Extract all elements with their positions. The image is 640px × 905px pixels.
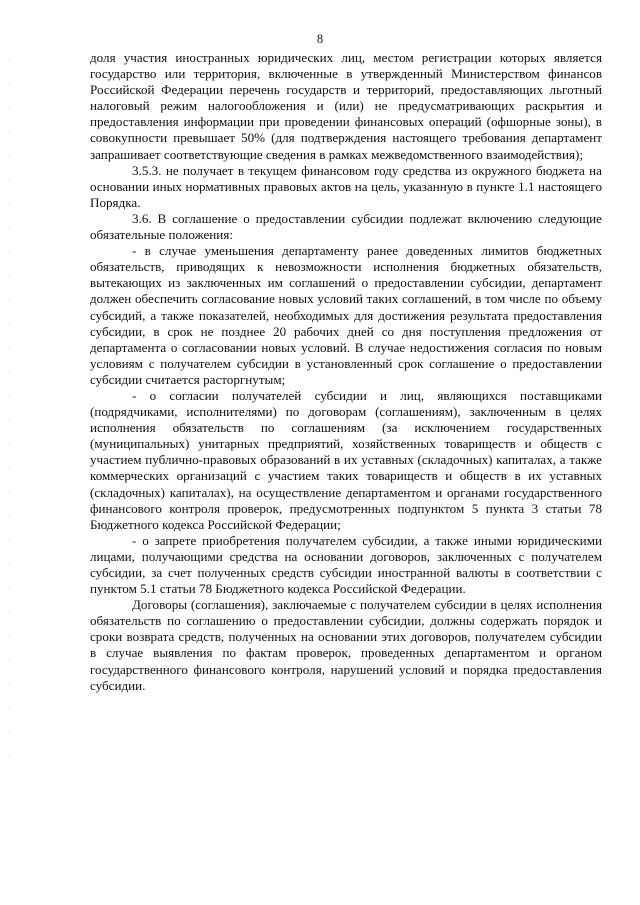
paragraph-consent: - о согласии получателей субсидии и лиц, являющихся поставщиками (подрядчиками, исполнителями) по договорам (соглашениям), заключенным в целях исполнения обязательств по соглашениям (за исключением государственных (муниципальных) унитарных предприятий, хозяйственных товариществ и обществ с участием публично-правовых образований в их уставных (складочных) капиталах, а также коммерческих организаций с участием таких товариществ и обществ в их уставных (складочных) капиталах), на осуществление департаментом и органами государственного финансового контроля проверок, предусмотренных подпунктом 5 пункта 3 статьи 78 Бюджетного кодекса Российской Федерации; xyxy=(90,387,602,532)
paragraph-offshore: доля участия иностранных юридических лиц, местом регистрации которых является государство или территория, включенные в утвержденный Министерством финансов Российской Федерации перечень государств и территорий, предоставляющих льготный налоговый режим налогообложения и (или) не предусматривающих раскрытия и предоставления информации при проведении финансовых операций (офшорные зоны), в совокупности превышает 50% (для подтверждения настоящего требования департамент запрашивает соответствующие сведения в рамках межведомственного взаимодействия); xyxy=(90,50,602,162)
paragraph-limits: - в случае уменьшения департаменту ранее доведенных лимитов бюджетных обязательств, приводящих к невозможности исполнения бюджетных обязательств, вытекающих из заключенных им соглашений о предоставлении субсидии, департамент должен обеспечить согласование новых условий таких соглашений, в том числе по объему субсидий, а также показателей, необходимых для достижения результата предоставления субсидии, в срок не позднее 20 рабочих дней со дня поступления предложения от департамента о согласовании новых условий. В случае недостижения согласия по новым условиям с получателем субсидии в установленный срок соглашение о предоставлении субсидии считается расторгнутым; xyxy=(90,243,602,387)
scan-artifact xyxy=(8,60,10,780)
paragraph-3-6: 3.6. В соглашение о предоставлении субсидии подлежат включению следующие обязательные положения: xyxy=(90,210,602,243)
page-number: 8 xyxy=(316,32,324,46)
paragraph-currency-ban: - о запрете приобретения получателем субсидии, а также иными юридическими лицами, получающими средства на основании договоров, заключенных с получателем субсидии, за счет полученных средств субсидии иностранной валюты в соответствии с пунктом 5.1 статьи 78 Бюджетного кодекса Российской Федерации. xyxy=(90,532,602,597)
paragraph-3-5-3: 3.5.3. не получает в текущем финансовом году средства из окружного бюджета на основании иных нормативных правовых актов на цель, указанную в пункте 1.1 настоящего Порядка. xyxy=(90,162,602,210)
paragraph-contracts: Договоры (соглашения), заключаемые с получателем субсидии в целях исполнения обязательств по соглашению о предоставлении субсидии, должны содержать порядок и сроки возврата средств, полученных на основании этих договоров, получателем субсидии в случае выявления по фактам проверок, проведенных департаментом и органом государственного финансового контроля, нарушений условий и порядка предоставления субсидии. xyxy=(90,597,602,693)
document-body xyxy=(90,50,602,694)
